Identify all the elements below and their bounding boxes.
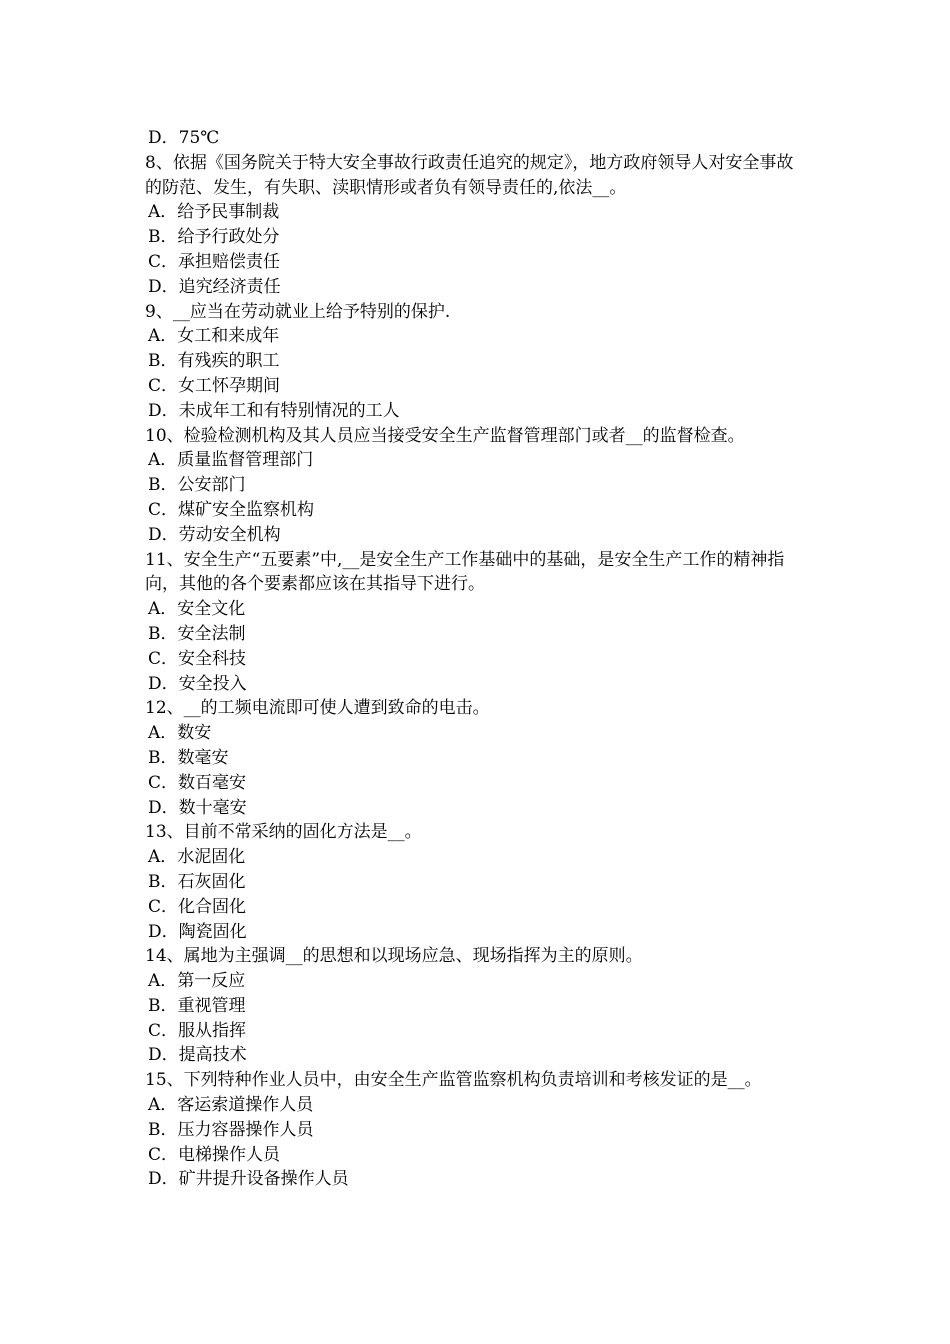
option-d: D．追究经济责任 xyxy=(148,276,281,297)
question-text: 9、__应当在劳动就业上给予特别的保护. xyxy=(145,301,451,322)
option-b: B．石灰固化 xyxy=(148,871,246,892)
question-8 xyxy=(145,151,810,300)
option-a: A．给予民事制裁 xyxy=(148,202,280,223)
option-a: A．客运索道操作人员 xyxy=(148,1095,314,1116)
question-text: 10、检验检测机构及其人员应当接受安全生产监督管理部门或者__的监督检查。 xyxy=(145,425,745,446)
option-b: B．压力容器操作人员 xyxy=(148,1119,314,1140)
document-page xyxy=(145,126,810,1192)
option-b: B．重视管理 xyxy=(148,995,246,1016)
option-c: C．电梯操作人员 xyxy=(148,1144,281,1165)
option-d: D．矿井提升设备操作人员 xyxy=(148,1169,349,1190)
option-d: D．提高技术 xyxy=(148,1045,247,1066)
option-a: A．第一反应 xyxy=(148,971,246,992)
question-10 xyxy=(145,424,810,548)
option-c: C．数百毫安 xyxy=(148,772,247,793)
option-d-prev: D．75℃ xyxy=(148,128,220,148)
question-text: 12、__的工频电流即可使人遭到致命的电击。 xyxy=(145,698,490,719)
question-text: 13、目前不常采纳的固化方法是__。 xyxy=(145,822,422,843)
option-b: B．公安部门 xyxy=(148,475,246,496)
question-15 xyxy=(145,1068,810,1192)
option-c: C．煤矿安全监察机构 xyxy=(148,499,315,520)
option-d: D．未成年工和有特别情况的工人 xyxy=(148,400,400,421)
option-c: C．化合固化 xyxy=(148,896,247,917)
question-text: 15、下列特种作业人员中，由安全生产监管监察机构负责培训和考核发证的是__。 xyxy=(145,1070,762,1091)
option-a: A．质量监督管理部门 xyxy=(148,450,314,471)
question-text: 14、属地为主强调__的思想和以现场应急、现场指挥为主的原则。 xyxy=(145,946,643,967)
option-d: D．陶瓷固化 xyxy=(148,921,247,942)
option-b: B．给予行政处分 xyxy=(148,227,280,248)
option-b: B．有残疾的职工 xyxy=(148,351,280,372)
question-14 xyxy=(145,944,810,1068)
question-11 xyxy=(145,548,810,697)
option-a: A．安全文化 xyxy=(148,599,246,620)
option-b: B．安全法制 xyxy=(148,623,246,644)
option-d: D．安全投入 xyxy=(148,673,247,694)
option-c: C．承担赔偿责任 xyxy=(148,251,281,272)
question-text: 8、依据《国务院关于特大安全事故行政责任追究的规定》，地方政府领导人对安全事故的防范、发生，有失职、渎职情形或者负有领导责任的,依法__。 xyxy=(145,152,794,198)
question-text: 11、安全生产“五要素”中,__是安全生产工作基础中的基础，是安全生产工作的精神指向，其他的各个要素都应该在其指导下进行。 xyxy=(145,549,785,595)
option-c: C．服从指挥 xyxy=(148,1020,247,1041)
option-c: C．安全科技 xyxy=(148,648,247,669)
option-d: D．劳动安全机构 xyxy=(148,524,281,545)
option-c: C．女工怀孕期间 xyxy=(148,375,281,396)
question-12 xyxy=(145,696,810,820)
option-a: A．水泥固化 xyxy=(148,847,246,868)
option-a: A．女工和来成年 xyxy=(148,326,280,347)
option-b: B．数毫安 xyxy=(148,747,229,768)
option-a: A．数安 xyxy=(148,723,212,744)
question-9 xyxy=(145,300,810,424)
question-13 xyxy=(145,820,810,944)
option-d: D．数十毫安 xyxy=(148,797,247,818)
